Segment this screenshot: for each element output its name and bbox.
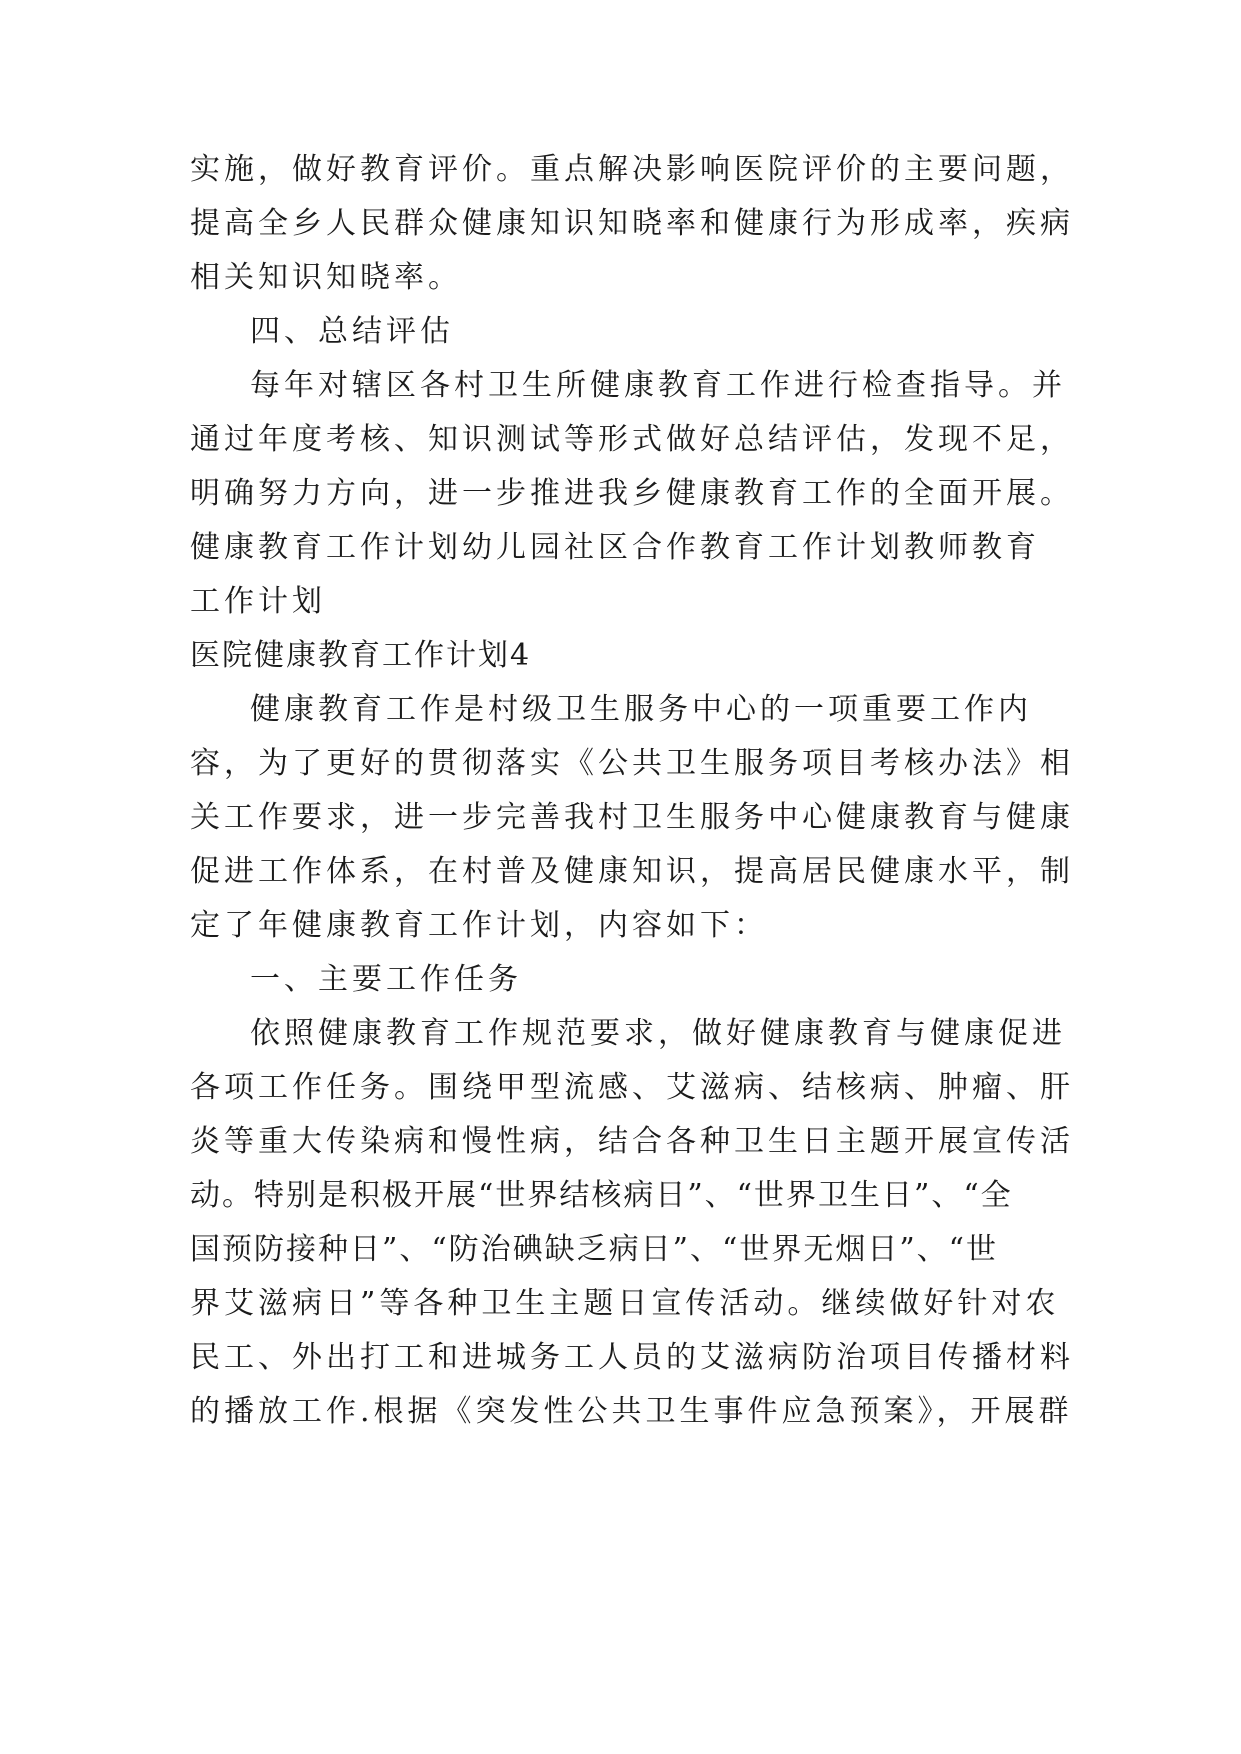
text-line: 定了年健康教育工作计划，内容如下： bbox=[190, 908, 768, 943]
text-line: 明确努力方向，进一步推进我乡健康教育工作的全面开展。 bbox=[190, 476, 1074, 511]
text-line: 工作计划 bbox=[190, 584, 326, 619]
text-line: 民工、外出打工和进城务工人员的艾滋病防治项目传播材料 bbox=[190, 1340, 1074, 1375]
text-line: 各项工作任务。围绕甲型流感、艾滋病、结核病、肿瘤、肝 bbox=[190, 1070, 1074, 1105]
text-line: 促进工作体系，在村普及健康知识，提高居民健康水平，制 bbox=[190, 854, 1074, 889]
text-line: 关工作要求，进一步完善我村卫生服务中心健康教育与健康 bbox=[190, 800, 1074, 835]
text-line: 的播放工作.根据《突发性公共卫生事件应急预案》，开展群 bbox=[190, 1394, 1073, 1429]
text-line: 健康教育工作计划幼儿园社区合作教育工作计划教师教育 bbox=[190, 530, 1040, 565]
text-line: 容，为了更好的贯彻落实《公共卫生服务项目考核办法》相 bbox=[190, 746, 1074, 781]
text-line: 实施，做好教育评价。重点解决影响医院评价的主要问题， bbox=[190, 152, 1074, 187]
section-heading: 四、总结评估 bbox=[250, 314, 454, 349]
document-title: 医院健康教育工作计划4 bbox=[190, 638, 532, 673]
text-line: 提高全乡人民群众健康知识知晓率和健康行为形成率，疾病 bbox=[190, 206, 1074, 241]
text-line: 相关知识知晓率。 bbox=[190, 260, 462, 295]
text-line: 动。特别是积极开展“世界结核病日”、“世界卫生日”、“全 bbox=[190, 1178, 1013, 1213]
text-line: 通过年度考核、知识测试等形式做好总结评估，发现不足， bbox=[190, 422, 1074, 457]
section-heading: 一、主要工作任务 bbox=[250, 962, 522, 997]
text-line: 界艾滋病日”等各种卫生主题日宣传活动。继续做好针对农 bbox=[190, 1286, 1060, 1321]
text-line: 健康教育工作是村级卫生服务中心的一项重要工作内 bbox=[250, 692, 1032, 727]
text-line: 国预防接种日”、“防治碘缺乏病日”、“世界无烟日”、“世 bbox=[190, 1232, 999, 1267]
text-line: 依照健康教育工作规范要求，做好健康教育与健康促进 bbox=[250, 1016, 1066, 1051]
text-line: 炎等重大传染病和慢性病，结合各种卫生日主题开展宣传活 bbox=[190, 1124, 1074, 1159]
text-line: 每年对辖区各村卫生所健康教育工作进行检查指导。并 bbox=[250, 368, 1066, 403]
